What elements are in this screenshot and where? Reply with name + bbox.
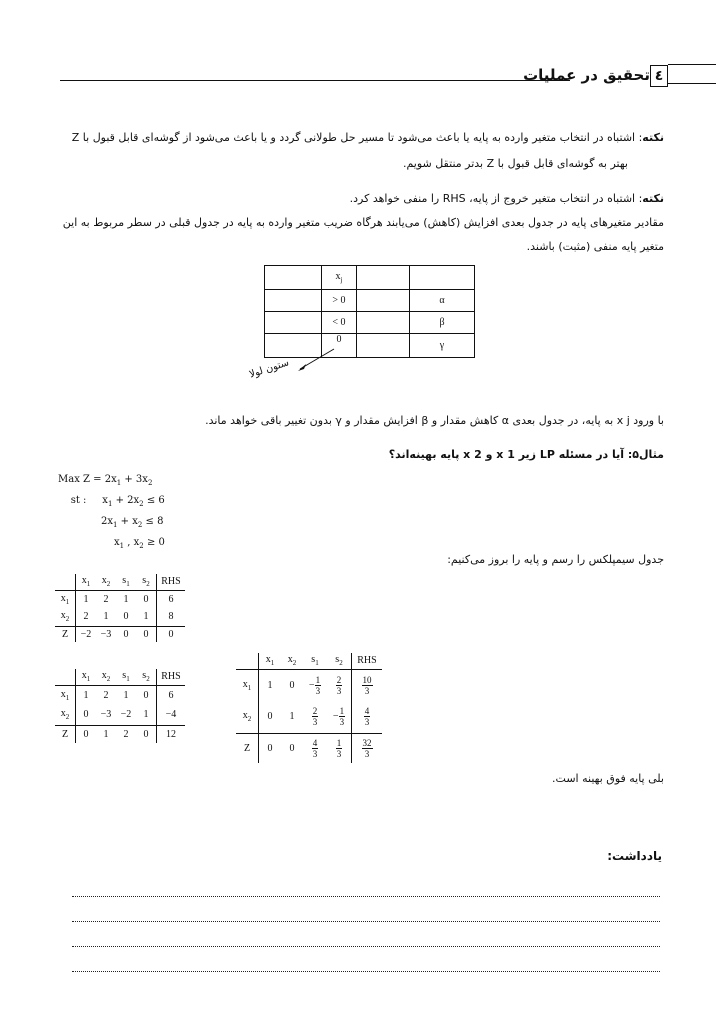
cell: $\frac{4}{3}$ (312, 737, 318, 759)
cell: $\frac{1}{3}$ (327, 733, 352, 763)
sign-table-header: $x_j$ (322, 266, 357, 290)
note2-line3: متغیر پایه منفی (مثبت) باشند. (526, 240, 664, 253)
cell: 2 (83, 611, 89, 623)
objective: Max $Z = 2x_1 + 3x_2$ (58, 474, 153, 487)
header-rule (60, 80, 570, 81)
cell: 1 (136, 608, 157, 626)
note-line[interactable] (72, 897, 660, 922)
cell: $\frac{2}{3}$ (312, 706, 318, 728)
cell: Z (236, 733, 259, 763)
note1-label: نکته (642, 131, 664, 144)
cell: 6 (168, 593, 174, 605)
cell: Z (55, 626, 76, 642)
cell: 0 (83, 709, 89, 721)
note2-label: نکته (642, 192, 664, 205)
greek-cell: β (410, 312, 475, 334)
cell: $\frac{32}{3}$ (362, 737, 372, 759)
sign-cell: < 0 (322, 312, 357, 334)
cell: −3 (100, 628, 112, 640)
paragraph-after: با ورود x j به پایه، در جدول بعدی α کاهش مقدار و β افزایش مقدار و γ بدون تغییر باقی خواهد ماند. (205, 414, 664, 427)
sign-cell: 0 (322, 334, 357, 358)
pivot-label: ستون لولا (248, 357, 291, 381)
cell: 0 (267, 711, 273, 723)
cell: 0 (136, 590, 157, 608)
cell: 0 (289, 742, 295, 754)
note2-line2: مقادیر متغیرهای پایه در جدول بعدی افزایش (کاهش) می‌یابند هرگاه ضریب متغیر وارده به پایه در جدول قبلی در سطر مربوط به این (62, 216, 664, 229)
note-line[interactable] (72, 947, 660, 972)
cell: −2 (120, 709, 132, 721)
cell: $\frac{10}{3}$ (362, 674, 372, 696)
tableau-1: $x_1$ $x_2$ $s_1$ $s_2$ RHS $x_1$ 1 2 1 0 6 $x_2$ 2 1 0 1 8 Z −2 −3 0 0 0 (55, 574, 185, 642)
cell: 6 (168, 689, 174, 701)
cell: 0 (136, 685, 157, 705)
cell: Z (55, 725, 76, 743)
header-side-rule (668, 64, 716, 84)
cell: 1 (289, 711, 295, 723)
cell: 2 (123, 728, 129, 740)
lp-model (58, 471, 165, 555)
page-number: ٤ (654, 68, 664, 84)
notes-label: یادداشت: (607, 849, 662, 863)
cell: −4 (165, 709, 177, 721)
cell: 2 (103, 593, 109, 605)
cell: 1 (103, 728, 109, 740)
constraint-1: st : $x_1 + 2x_2 \le 6$ (58, 495, 165, 508)
cell: 0 (123, 628, 129, 640)
cell: 0 (168, 628, 174, 640)
pivot-arrow (290, 345, 340, 375)
sign-cell: > 0 (322, 290, 357, 312)
cell: 1 (136, 705, 157, 725)
constraint-3: $x_1$ , $x_2 \ge 0$ (114, 537, 165, 550)
cell: 1 (83, 593, 89, 605)
note2-line1: نکته: اشتباه در انتخاب متغیر خروج از پایه، RHS را منفی خواهد کرد. (349, 192, 664, 205)
cell: $\frac{4}{3}$ (364, 706, 370, 728)
tableau-3: $x_1$ $x_2$ $s_1$ $s_2$ RHS $x_1$ 1 0 − $\frac{1}{3}$ $\frac{2}{3}$ $\frac{10}{3}$ $x_2$ 0 1 $\frac{2}{3}$ − $\frac{1}{3}$ $\frac{4}{3}$ Z 0 0 $\frac{4}{3}$ $\frac{1}{3}$ $\frac{32}{3}$ (236, 653, 382, 763)
cell: −3 (100, 709, 112, 721)
note1-line2: بهتر به گوشه‌ای قابل قبول با Z بدتر منتقل شویم. (402, 157, 628, 170)
cell: 2 (103, 689, 109, 701)
greek-cell: γ (439, 340, 445, 351)
tableau-2: $x_1$ $x_2$ $s_1$ $s_2$ RHS $x_1$ 1 2 1 0 6 $x_2$ 0 −3 −2 1 −4 Z 0 1 2 0 12 (55, 669, 185, 743)
example-title: مثال۵: آیا در مسئله LP زیر x 1 و x 2 پایه بهینه‌اند؟ (388, 448, 664, 461)
cell: 12 (166, 728, 176, 740)
cell: 0 (289, 679, 295, 691)
cell: 1 (123, 689, 129, 701)
header-page-box (650, 65, 668, 87)
note1-line1: نکته: اشتباه در انتخاب متغیر وارده به پایه یا باعث می‌شود تا مسیر حل طولانی گردد و یا باعث می‌شود از گوشه‌ای قابل قبول با Z (71, 131, 664, 144)
cell: 0 (136, 725, 157, 743)
constraint-2: $2x_1 + x_2 \le 8$ (101, 516, 164, 529)
cell: −2 (80, 628, 92, 640)
page-header (60, 64, 716, 90)
notes-lines (72, 872, 660, 972)
greek-cell: α (410, 290, 475, 312)
cell: − $\frac{1}{3}$ (327, 701, 352, 733)
cell: $\frac{2}{3}$ (327, 669, 352, 701)
conclusion: بلی پایه فوق بهینه است. (552, 772, 664, 785)
cell: 0 (123, 611, 129, 623)
cell: 0 (136, 626, 157, 642)
cell: 1 (83, 689, 89, 701)
cell: 0 (83, 728, 89, 740)
note-line[interactable] (72, 922, 660, 947)
example-text: جدول سیمپلکس را رسم و پایه را بروز می‌کنیم: (447, 553, 664, 566)
cell: 1 (123, 593, 129, 605)
cell: 0 (267, 742, 273, 754)
cell: − $\frac{1}{3}$ (308, 674, 321, 696)
cell: 1 (267, 679, 273, 691)
header-title: تحقیق در عملیات (523, 66, 650, 84)
cell: 8 (168, 611, 174, 623)
cell: 1 (103, 611, 109, 623)
note-line[interactable] (72, 872, 660, 897)
